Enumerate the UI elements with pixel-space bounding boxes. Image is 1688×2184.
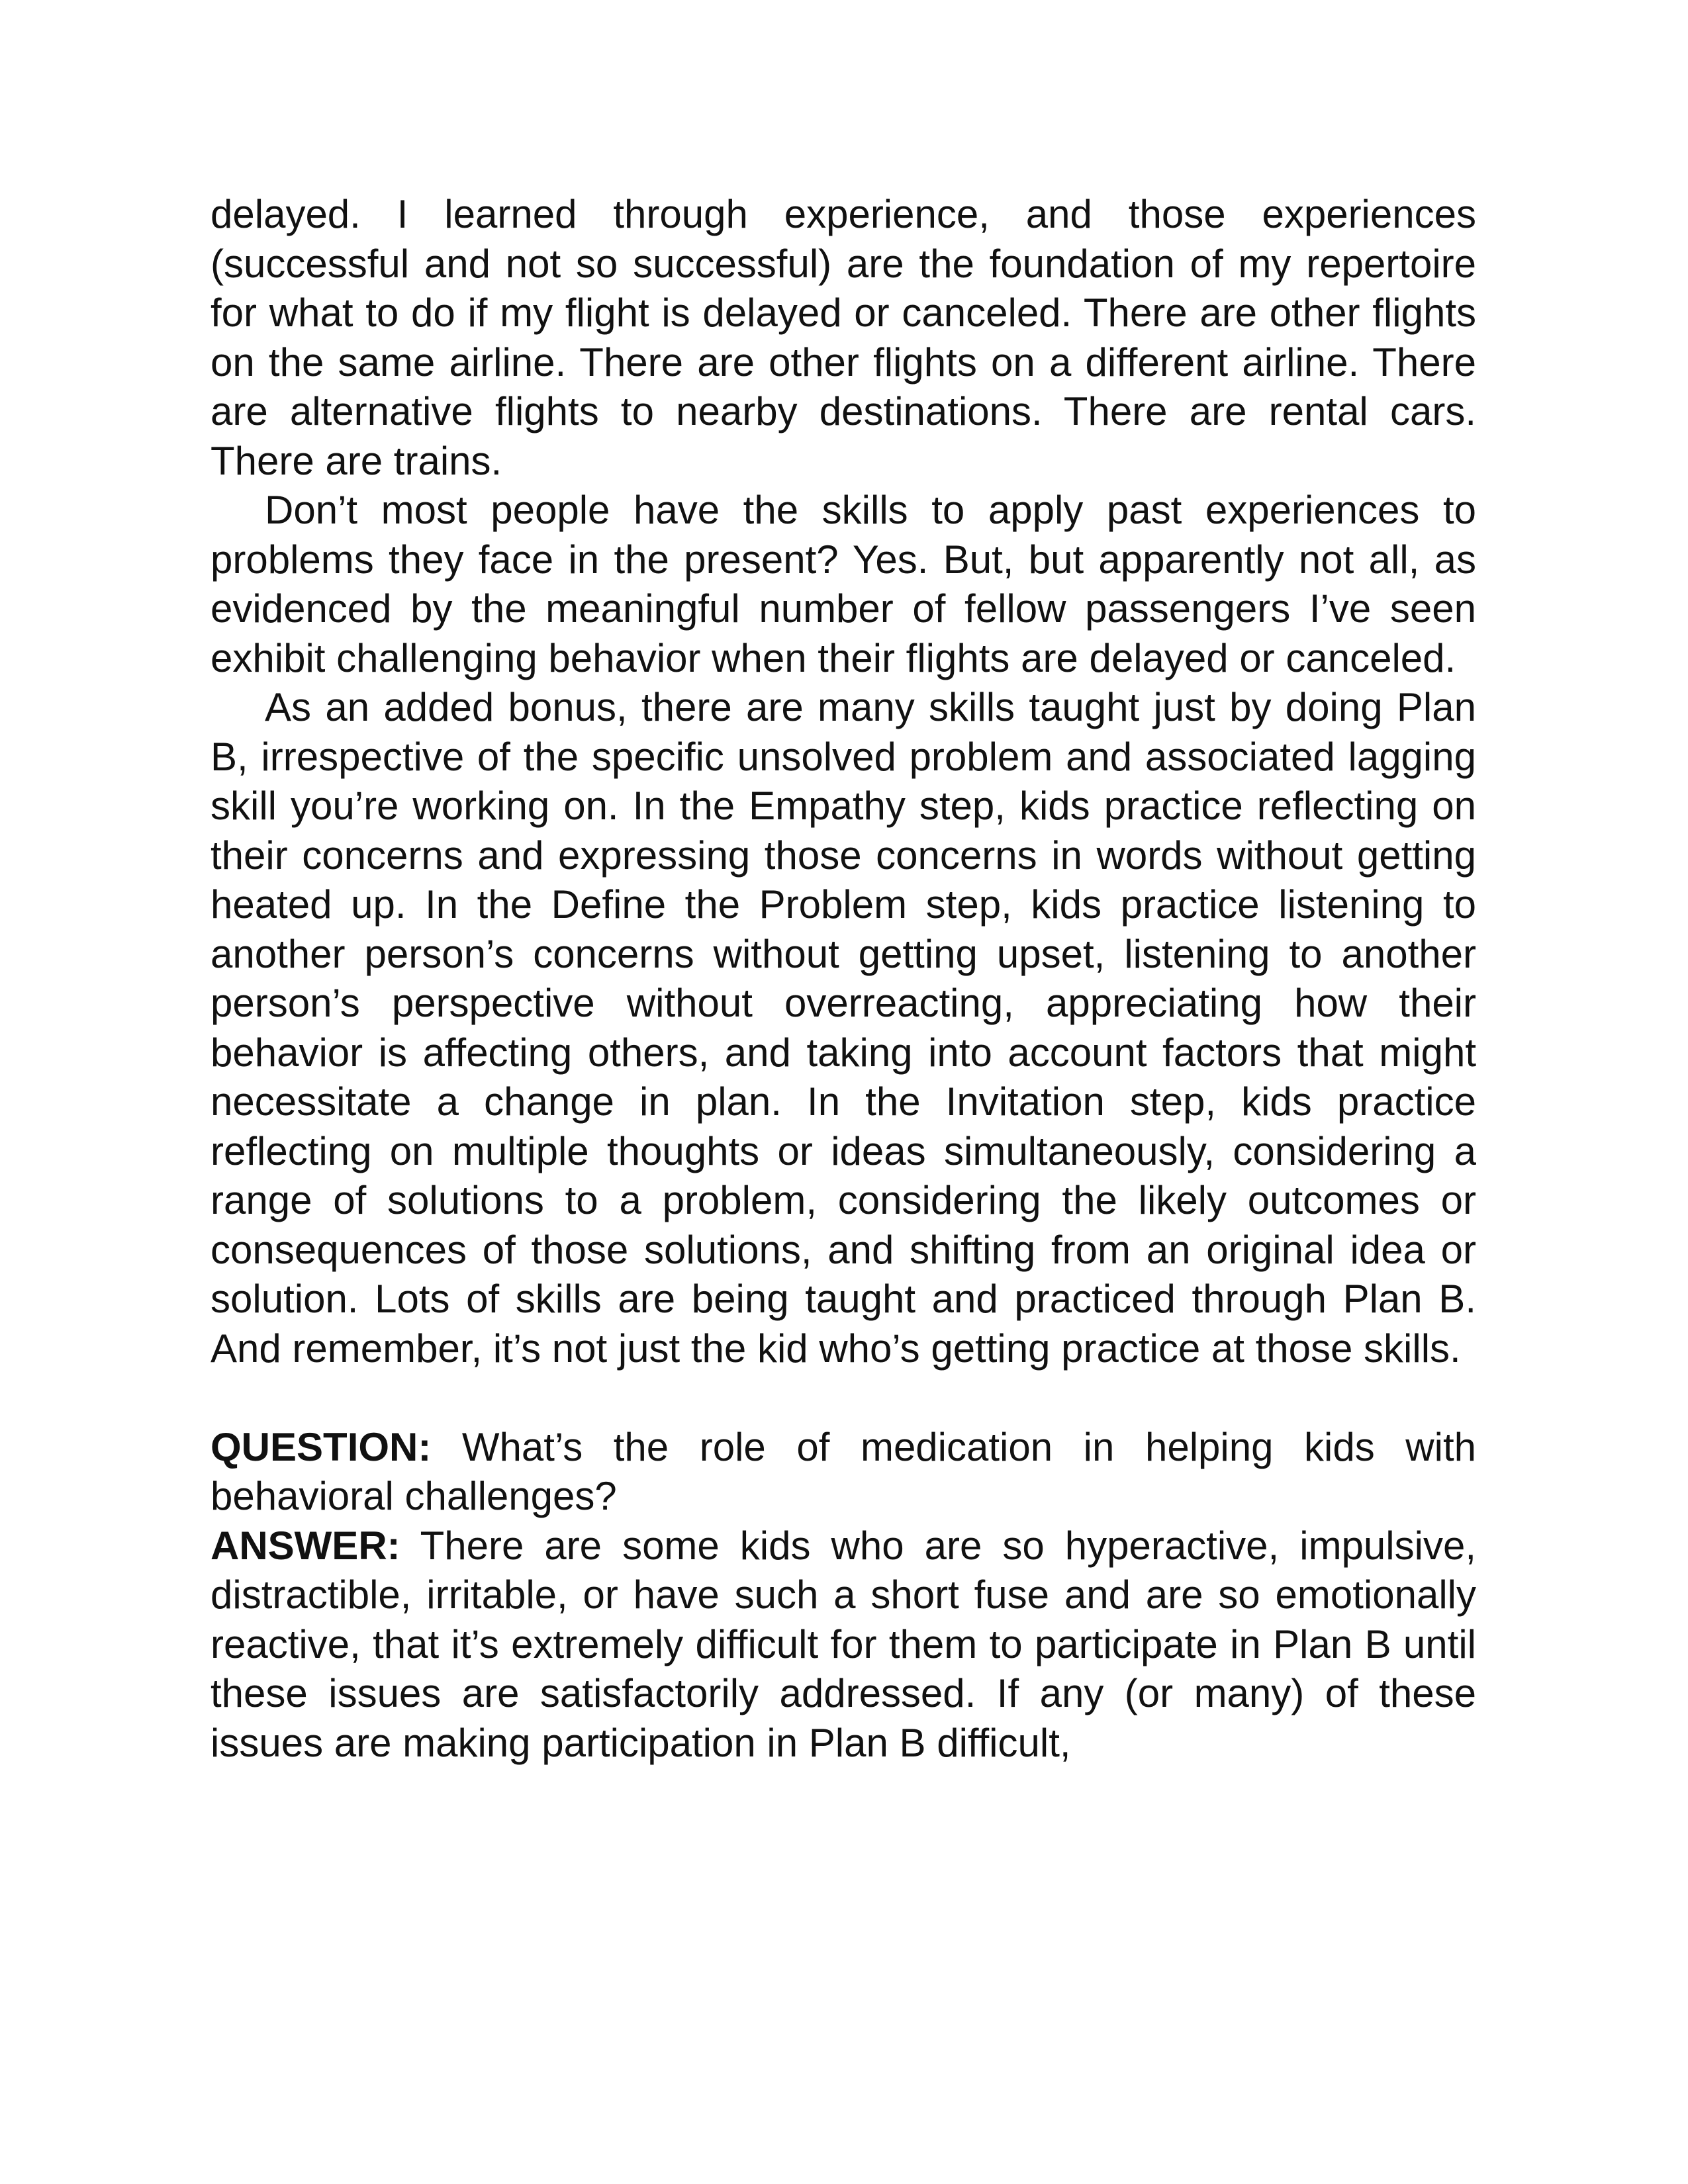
answer-label: ANSWER: xyxy=(211,1523,400,1568)
answer-text: There are some kids who are so hyperactive, impulsive, distractible, irritable, or have such a short fuse and are so emotionally reactive, that it’s extremely difficult for them to participate in Plan B until these issues are satisfactorily addressed. If any (or many) of these issues are making participation in Plan B difficult, xyxy=(211,1523,1476,1765)
question-paragraph xyxy=(211,1423,1476,1522)
paragraph-spacer xyxy=(211,1373,1476,1423)
body-paragraph-past-experiences: Don’t most people have the skills to apply past experiences to problems they face in the present? Yes. But, but apparently not all, as evidenced by the meaningful number of fellow passengers I’ve seen exhibit challenging behavior when their flights are delayed or canceled. xyxy=(211,488,1476,680)
answer-paragraph xyxy=(211,1522,1476,1768)
question-text: What’s the role of medication in helping kids with behavioral challenges? xyxy=(211,1424,1476,1518)
document-page xyxy=(211,190,1476,1768)
question-label: QUESTION: xyxy=(211,1424,432,1469)
body-paragraph-plan-b-skills: As an added bonus, there are many skills taught just by doing Plan B, irrespective of the specific unsolved problem and associated lagging skill you’re working on. In the Empathy step, kids practice reflecting on their concerns and expressing those concerns in words without getting heated up. In the Define the Problem step, kids practice listening to another person’s concerns without getting upset, listening to another person’s perspective without overreacting, appreciating how their behavior is affecting others, and taking into account factors that might necessitate a change in plan. In the Invitation step, kids practice reflecting on multiple thoughts or ideas simultaneously, considering a range of solutions to a problem, considering the likely outcomes or consequences of those solutions, and shifting from an original idea or solution. Lots of skills are being taught and practiced through Plan B. And remember, it’s not just the kid who’s getting practice at those skills. xyxy=(211,685,1476,1371)
body-paragraph-continuation: delayed. I learned through experience, and those experiences (successful and not so successful) are the foundation of my repertoire for what to do if my flight is delayed or canceled. There are other flights on the same airline. There are other flights on a different airline. There are alternative flights to nearby destinations. There are rental cars. There are trains. xyxy=(211,192,1476,483)
